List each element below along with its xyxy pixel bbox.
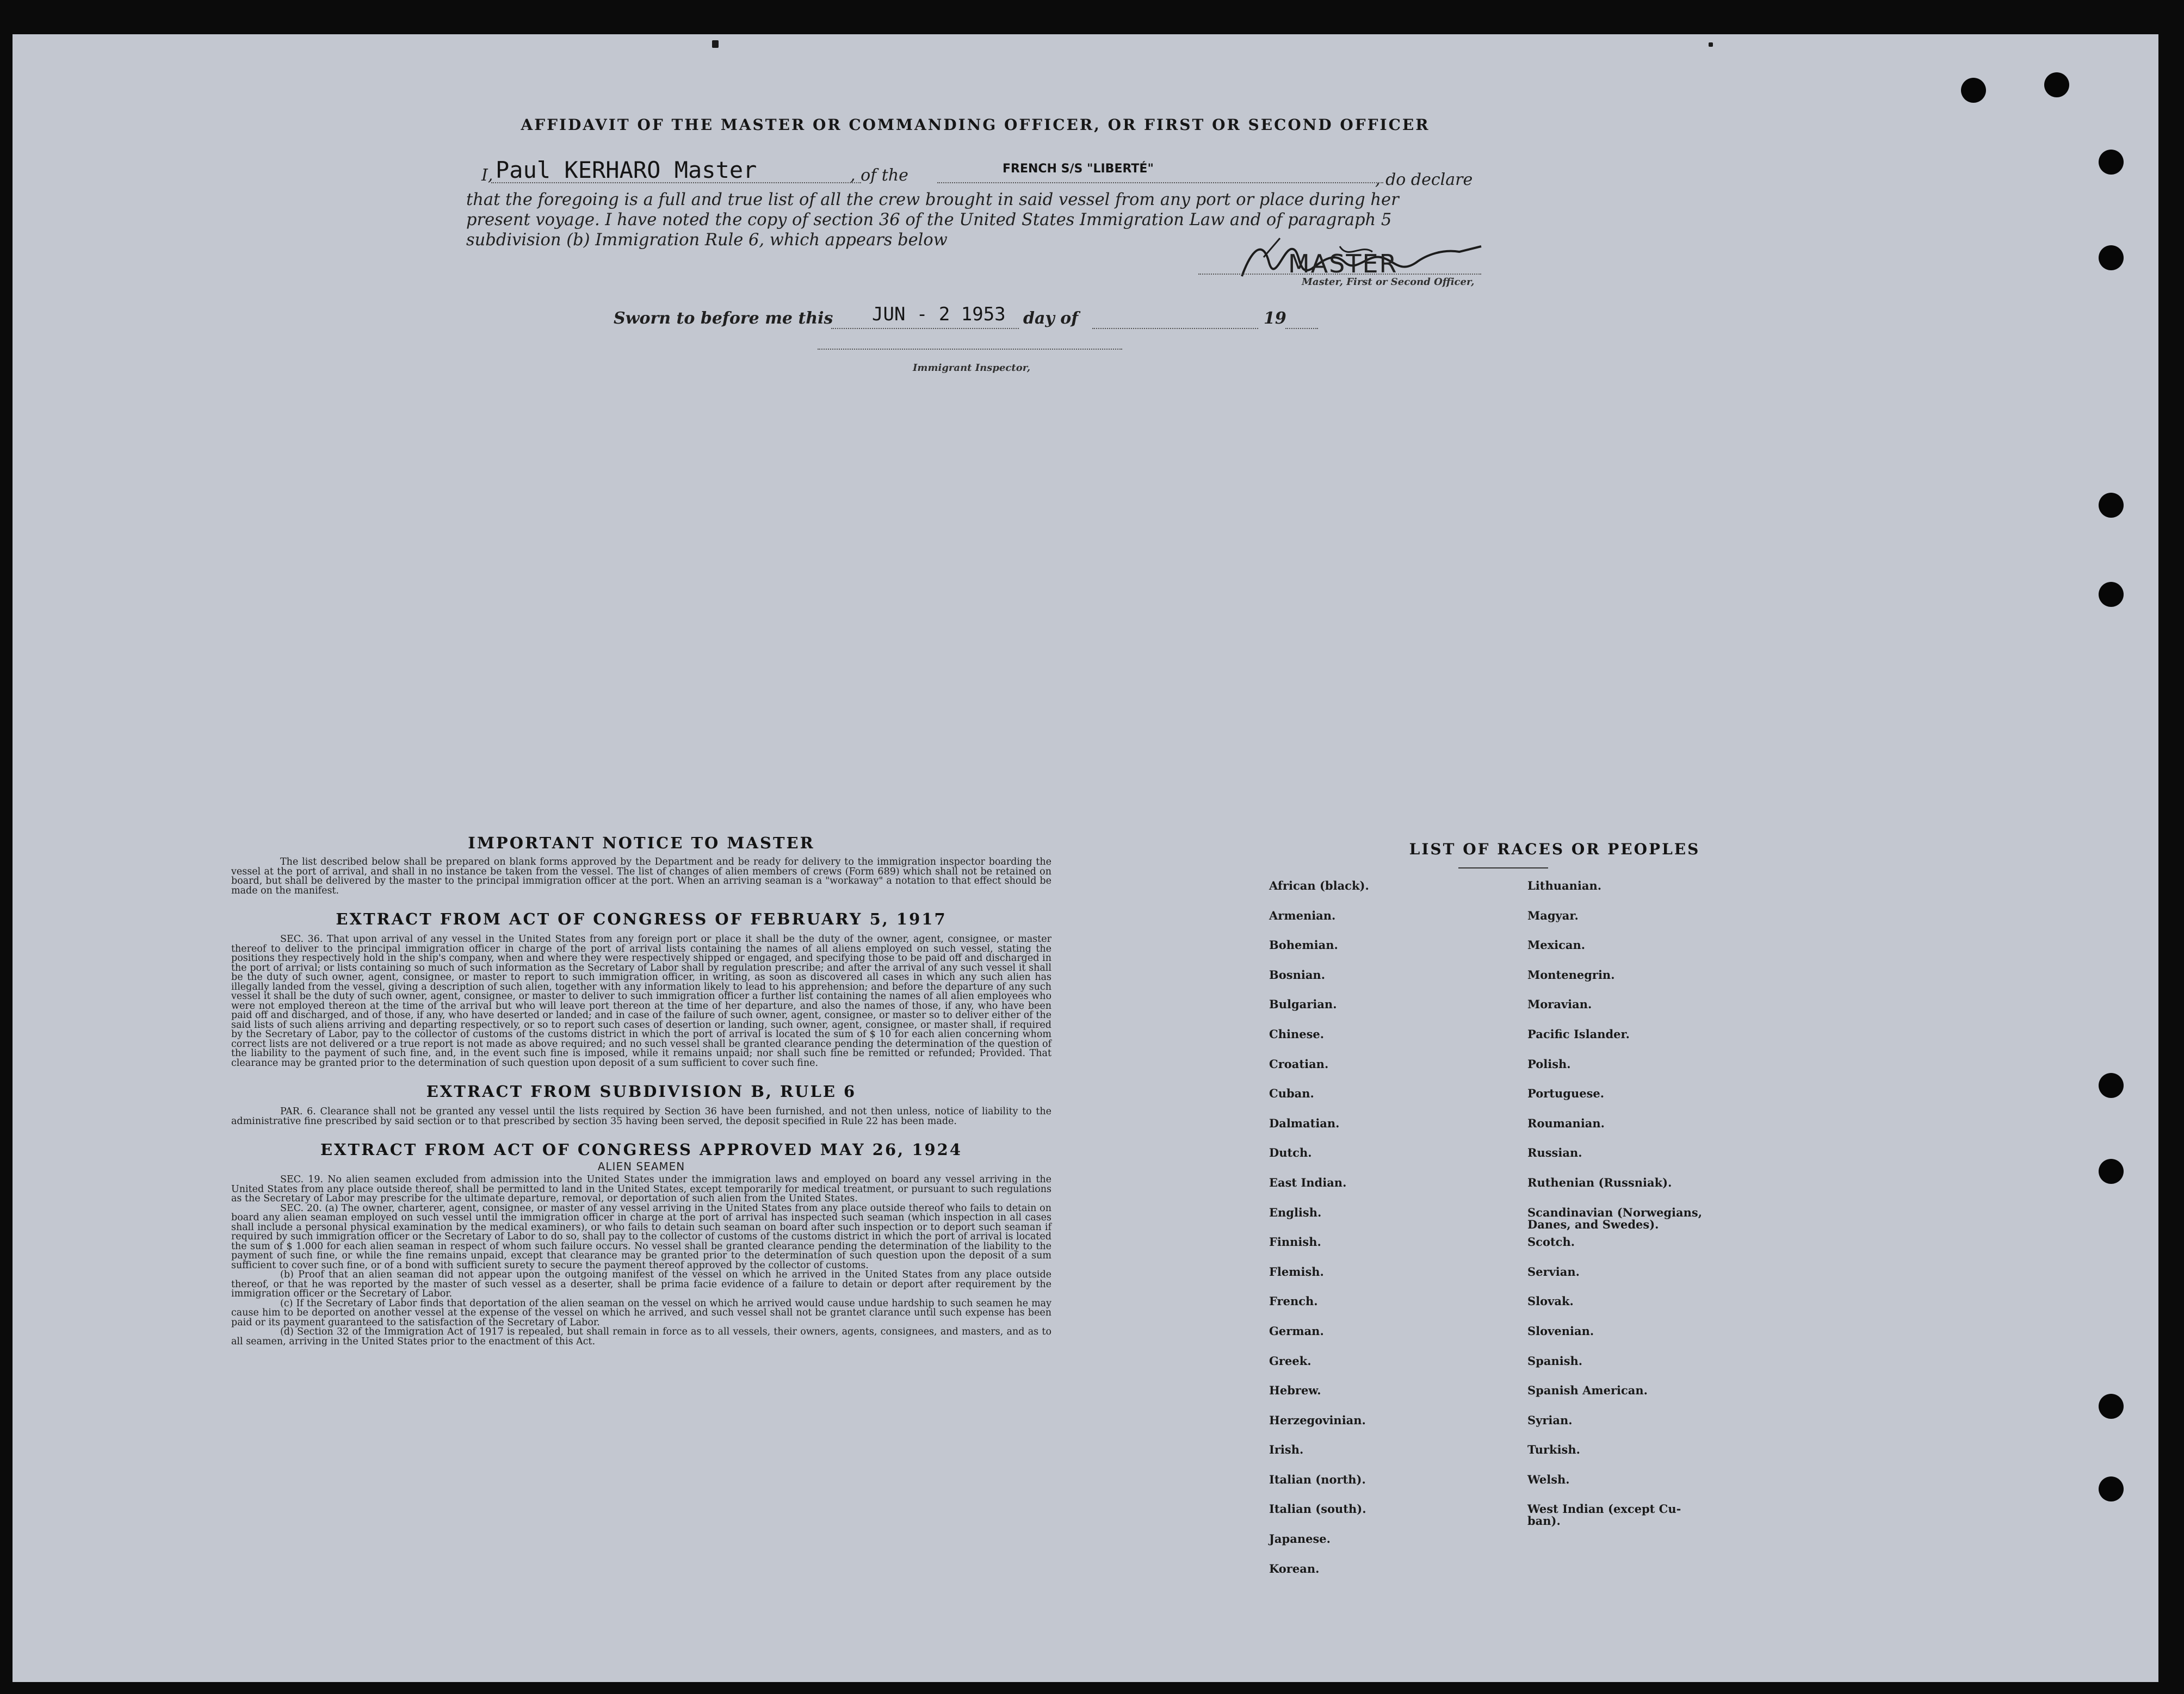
sworn-before-label: Sworn to before me this (614, 309, 833, 328)
punch-hole (2099, 582, 2124, 607)
race-item: German. (1269, 1324, 1324, 1338)
race-item: Dutch. (1269, 1146, 1312, 1160)
races-title-rule (1458, 867, 1548, 868)
officer-label: Master, First or Second Officer, (1302, 276, 1475, 288)
race-item: Bohemian. (1269, 938, 1338, 952)
race-item: Pacific Islander. (1527, 1027, 1630, 1041)
race-item: Lithuanian. (1527, 879, 1602, 892)
of-the-label: , of the (850, 166, 908, 185)
punch-hole (2099, 1476, 2124, 1501)
race-item: African (black). (1269, 879, 1369, 892)
sec20d-paragraph: (d) Section 32 of the Immigration Act of 1917 is repealed, but shall remain in force as to all vessels, their owners, agents, consignees, and masters, and as to all seamen, arriving in the United States prior to the enactment of this Act. (231, 1326, 1051, 1347)
affidavit-line-4: subdivision (b) Immigration Rule 6, which appears below (466, 231, 948, 250)
punch-hole (2099, 150, 2124, 175)
punch-hole (2099, 1159, 2124, 1184)
race-item: Korean. (1269, 1561, 1320, 1575)
affidavit-title: AFFIDAVIT OF THE MASTER OR COMMANDING OFFICER, OR FIRST OR SECOND OFFICER (521, 116, 1430, 134)
speck (712, 40, 719, 48)
race-item: Herzegovinian. (1269, 1413, 1366, 1427)
race-item: Mexican. (1527, 938, 1586, 952)
race-item: Flemish. (1269, 1264, 1324, 1279)
year-line (1285, 328, 1318, 329)
punch-hole (2099, 245, 2124, 270)
race-item: Polish. (1527, 1057, 1571, 1071)
race-item: Scotch. (1527, 1235, 1575, 1249)
extract-1917-text: SEC. 36. That upon arrival of any vessel in the United States from any foreign port or place it shall be the duty of the owner, agent, consignee, or master thereof to deliver to the principal immigration officer in charge of the port of arrival lists containing the names of all aliens employed on such vessel, stating the positions they respectively hold in the ship's company, when and where they were respectively shipped or engaged, and specifying those to be paid off and discharged in the port of arrival; or lists containing so much of such information as the Secretary of Labor shall by regulation prescribe; and after the arrival of any such vessel it shall be the duty of such owner, agent, consignee, or master to report to such immigration officer, in writing, as soon as discovered all cases in which any such alien has illegally landed from the vessel, giving a description of such alien, together with any information likely to lead to his apprehension; and before the departure of any such vessel it shall be the duty of such owner, agent, consignee, or master to deliver to such immigration officer a further list containing the names of all alien employees who were not employed thereon at the time of the arrival but who will leave port thereon at the time of her departure, and also the names of those, if any, who have been paid off and discharged, and of those, if any, who have deserted or landed; and in case of the failure of such owner, agent, consignee, or master so to deliver either of the said lists of such aliens arriving and departing respectively, or so to report such cases of desertion or landing, such owner, agent, consignee, or master shall, if required by the Secretary of Labor, pay to the collector of customs of the customs district in which the port of arrival is located the sum of $ 10 for each alien concerning whom correct lists are not delivered or a true report is not made as above required; and no such vessel shall be granted clearance pending the determination of the question of the liability to the payment of such fine, and, in the event such fine is imposed, while it remains unpaid; nor shall such fine be remitted or refunded; Provided. That clearance may be granted prior to the determination of such question upon deposit of a sum sufficient to cover such fine. (231, 934, 1051, 1069)
races-title: LIST OF RACES OR PEOPLES (1409, 840, 1700, 858)
race-item: Moravian. (1527, 997, 1592, 1012)
race-item: Roumanian. (1527, 1116, 1605, 1130)
race-item: English. (1269, 1205, 1322, 1219)
race-item: Magyar. (1527, 908, 1579, 922)
speck (1709, 42, 1713, 47)
sworn-date: JUN - 2 1953 (872, 303, 1006, 325)
race-item: Scandinavian (Norwegians, Danes, and Swedes). (1527, 1205, 1703, 1231)
vessel-line (937, 182, 1383, 183)
day-of-label: day of (1023, 309, 1079, 328)
race-item: Spanish. (1527, 1354, 1583, 1368)
race-item: French. (1269, 1294, 1318, 1308)
affidavit-line-2: that the foregoing is a full and true list of all the crew brought in said vessel from any port or place during her (466, 190, 1399, 209)
sec19-paragraph: SEC. 19. No alien seamen excluded from admission into the United States under the immigration laws and employed on board any vessel arriving in the United States from any place outside thereof, shall be permitted to land in the United States, except temporarily for medical treatment, or pursuant to such regulations as the Secretary of Labor may prescribe for the ultimate departure, removal, or deportation of such alien from the United States. (231, 1174, 1051, 1204)
notice-text: The list described below shall be prepared on blank forms approved by the Department and be ready for delivery to the immigration inspector boarding the vessel at the port of arrival, and shall in no instance be taken from the vessel. The list of changes of alien members of crews (Form 689) which shall not be retained on board, but shall be delivered by the master to the principal immigration officer at the port. When an arriving seaman is a "workaway" a notation to that effect should be made on the manifest. (231, 857, 1051, 896)
race-item: Spanish American. (1527, 1383, 1648, 1398)
date-line (831, 328, 1019, 329)
vessel-name: FRENCH S/S "LIBERTÉ" (1003, 162, 1154, 176)
race-item: Chinese. (1269, 1027, 1325, 1041)
affidavit-line-3: present voyage. I have noted the copy of section 36 of the United States Immigration Law and of paragraph 5 (466, 210, 1392, 229)
race-item: Russian. (1527, 1146, 1582, 1160)
race-item: Irish. (1269, 1443, 1304, 1457)
race-item: Welsh. (1527, 1472, 1570, 1486)
sec20b-paragraph: (b) Proof that an alien seaman did not appear upon the outgoing manifest of the vessel on which he arrived in the United States from any place outside thereof, or that he was reported by the master of such vessel as a deserter, shall be prima facie evidence of a failure to detain or deport after requirement by the immigration officer or the Secretary of Labor. (231, 1269, 1051, 1299)
master-name: Paul KERHARO Master (496, 157, 757, 183)
race-item: Ruthenian (Russniak). (1527, 1175, 1672, 1189)
race-item: Syrian. (1527, 1413, 1573, 1427)
race-item: Cuban. (1269, 1087, 1314, 1101)
extract-1917-title: EXTRACT FROM ACT OF CONGRESS OF FEBRUARY 5, 1917 (336, 910, 947, 928)
do-declare-label: , do declare (1375, 170, 1473, 189)
punch-hole (1961, 78, 1986, 103)
punch-hole (2099, 1394, 2124, 1419)
race-item: Montenegrin. (1527, 967, 1615, 982)
document-sheet (13, 34, 2158, 1682)
punch-hole (2099, 1073, 2124, 1098)
race-item: Armenian. (1269, 908, 1336, 922)
inspector-line (818, 349, 1122, 350)
month-line (1092, 328, 1258, 329)
extract-rule6-title: EXTRACT FROM SUBDIVISION B, RULE 6 (426, 1082, 857, 1101)
race-item: Portuguese. (1527, 1087, 1605, 1101)
race-item: Italian (north). (1269, 1472, 1366, 1486)
inspector-label: Immigrant Inspector, (913, 362, 1031, 374)
race-item: Finnish. (1269, 1235, 1321, 1249)
extract-1924-title: EXTRACT FROM ACT OF CONGRESS APPROVED MAY 26, 1924 (320, 1140, 963, 1159)
race-item: Greek. (1269, 1354, 1311, 1368)
race-item: Slovak. (1527, 1294, 1574, 1308)
extract-rule6-text: PAR. 6. Clearance shall not be granted any vessel until the lists required by Section 36 have been furnished, and not then unless, notice of liability to the administrative fine prescribed by said section or to that prescribed by section 35 having been served, the deposit specified in Rule 22 has been made. (231, 1106, 1051, 1127)
master-stamp: MASTER (1288, 249, 1398, 278)
race-item: Dalmatian. (1269, 1116, 1340, 1130)
notice-column (231, 834, 1051, 1346)
race-item: Servian. (1527, 1264, 1580, 1279)
race-item: West Indian (except Cu- ban). (1527, 1502, 1681, 1528)
alien-seamen-subtitle: ALIEN SEAMEN (597, 1160, 685, 1173)
races-left-column (1269, 880, 1369, 1592)
race-item: Bosnian. (1269, 967, 1326, 982)
race-item: Italian (south). (1269, 1502, 1366, 1516)
race-item: Croatian. (1269, 1057, 1329, 1071)
race-item: Bulgarian. (1269, 997, 1337, 1012)
sec20c-paragraph: (c) If the Secretary of Labor finds that deportation of the alien seaman on the vessel on which he arrived would cause undue hardship to such seamen he may cause him to be deported on another vessel at the expense of the vessel on which he arrived, and such vessel shall not be grantet clarance until such expense has been paid or its payment guaranteed to the satisfaction of the Secretary of Labor. (231, 1298, 1051, 1328)
year-prefix: 19 (1264, 309, 1286, 328)
race-item: East Indian. (1269, 1175, 1347, 1189)
punch-hole (2099, 493, 2124, 518)
sec20a-paragraph: SEC. 20. (a) The owner, charterer, agent, consignee, or master of any vessel arriving in the United States from any place outside thereof who fails to detain on board any alien seaman employed on such vessel until the immigration officer in charge at the port of arrival has inspected such seaman (which inspection in all cases shall include a personal physical examination by the medical examiners), or who fails to detain such seaman on board after such inspection or to deport such seaman if required by such immigration officer or the Secretary of Labor to do so, shall pay to the collector of customs of the customs district in which the port of arrival is located the sum of $ 1.000 for each alien seaman in respect of whom such failure occurs. No vessel shall be granted clearance pending the determination of the liability to the payment of such fine, or while the fine remains unpaid, except that clearance may be granted prior to the determination of such question upon the deposit of a sum sufficient to cover such fine, or of a bond with sufficient surety to secure the payment thereof approved by the collector of customs. (231, 1202, 1051, 1271)
affidavit-pronoun: I, (481, 166, 493, 185)
race-item: Hebrew. (1269, 1383, 1321, 1398)
race-item: Japanese. (1269, 1532, 1331, 1546)
race-item: Turkish. (1527, 1443, 1580, 1457)
notice-title: IMPORTANT NOTICE TO MASTER (468, 834, 815, 852)
name-line (491, 182, 861, 183)
officer-line (1198, 274, 1481, 275)
races-right-column (1527, 880, 1702, 1533)
punch-hole (2044, 72, 2069, 97)
race-item: Slovenian. (1527, 1324, 1594, 1338)
